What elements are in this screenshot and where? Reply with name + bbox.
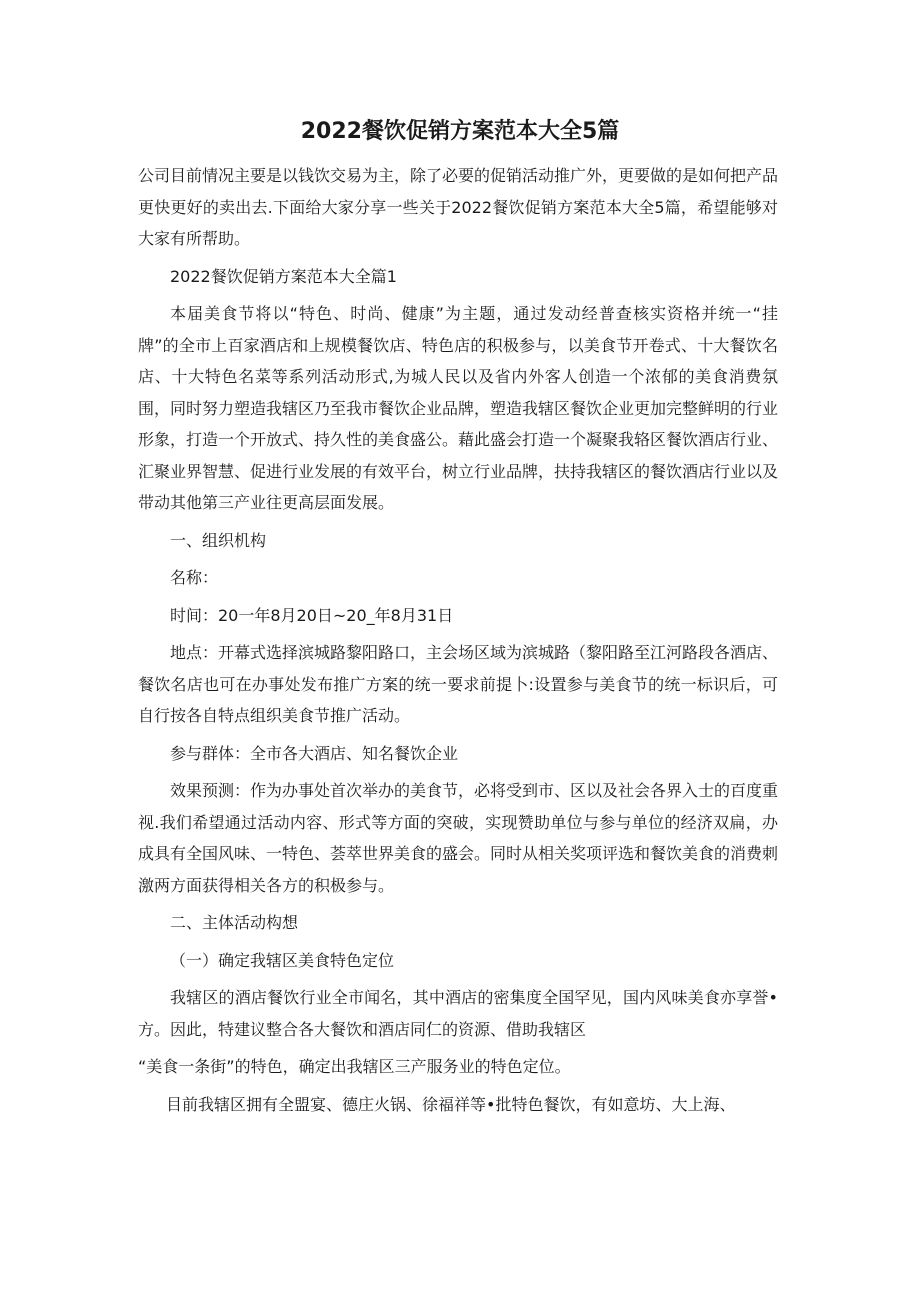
body-paragraph-time: 时间：20一年8月20日~20_年8月31日 <box>170 605 454 625</box>
body-paragraph-effect: 效果预测：作为办事处首次举办的美食节，必将受到市、区以及社会各界入士的百度重视.我们希望通过活动内容、形式等方面的突破，实现赞助单位与参与单位的经济双扁，办成具有全国风味、一特色、荟萃世界美食的盛会。同时从相关奖项评选和餐饮美食的消费刺激两方面获得相关各方的积极参与。 <box>138 781 779 895</box>
body-paragraph-location: 地点：开幕式选择滨城路黎阳路口，主会场区域为滨城路（黎阳路至江河路段各酒店、餐饮名店也可在办事处发布推广方案的统一要求前提卜:设置参与美食节的统一标识后，可自行按各自特点组织美食节推广活动。 <box>138 643 779 725</box>
document-body <box>138 160 778 1126</box>
body-paragraph-restaurants: 目前我辖区拥有全盟宴、德庄火锅、徐福祥等•批特色餐饮，有如意坊、大上海、 <box>166 1094 736 1114</box>
section-heading-organization: 一、组织机构 <box>170 530 267 550</box>
section-heading-activities: 二、主体活动构想 <box>170 913 299 932</box>
body-paragraph-participants: 参与群体：全市各大酒店、知名餐饮企业 <box>170 743 459 763</box>
body-paragraph-food-street: “美食一条街”的特色，确定出我辖区三产服务业的特色定位。 <box>138 1057 571 1076</box>
body-paragraph-name: 名称： <box>170 568 219 587</box>
body-paragraph: 本届美食节将以“特色、时尚、健康”为主题，通过发动经普查核实资格并统一“挂牌”的全市上百家酒店和上规模餐饮店、特色店的积极参与，以美食节开卷式、十大餐饮名店、十大特色名菜等系列活动形式,为城人民以及省内外客人创造一个浓郁的美食消费氛围，同时努力塑造我辖区乃至我市餐饮企业品牌，塑造我辖区餐饮企业更加完整鲜明的行业形象，打造一个开放式、持久性的美食盛公。藉此盛会打造一个凝聚我辂区餐饮酒店行业、汇聚业界智慧、促进行业发展的有效平台，树立行业品牌，扶持我辖区的餐饮酒店行业以及带动其他第三产业往更高层面发展。 <box>138 304 779 512</box>
section-heading-part1: 2022餐饮促销方案范本大全篇1 <box>170 266 397 286</box>
body-paragraph-positioning: 我辖区的酒店餐饮行业全市闻名，其中酒店的密集度全国罕见，国内风味美食亦享誉•方。因此，特建议整合各大餐饮和酒店同仁的资源、借助我辖区 <box>138 988 778 1039</box>
subsection-heading-positioning: （一）确定我辖区美食特色定位 <box>170 950 395 970</box>
intro-paragraph: 公司目前情况主要是以钱饮交易为主，除了必要的促销活动推广外，更要做的是如何把产品更快更好的卖出去.下面给大家分享一些关于2022餐饮促销方案范本大全5篇，希望能够对大家有所帮助。 <box>138 166 779 248</box>
document-title: 2022餐饮促销方案范本大全5篇 <box>300 119 620 144</box>
